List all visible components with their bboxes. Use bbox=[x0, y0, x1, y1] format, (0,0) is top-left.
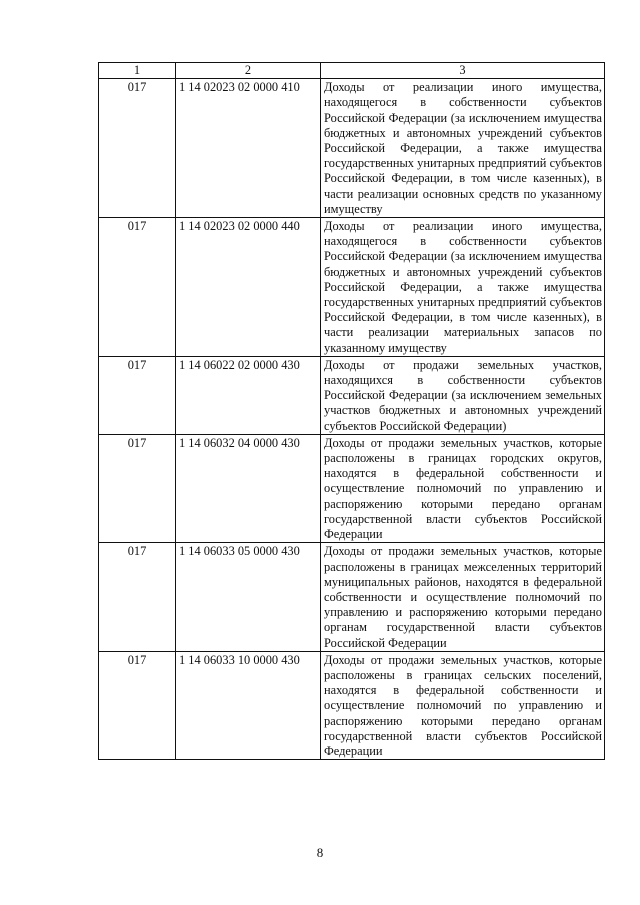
description-cell: Доходы от продажи земельных участков, находящихся в собственности субъектов Российской Федерации (за исключением земельных участков бюджетных и автономных учреждений субъектов Российской Федерации) bbox=[321, 356, 605, 434]
description-cell: Доходы от реализации иного имущества, находящегося в собственности субъектов Российской Федерации (за исключением имущества бюджетных и автономных учреждений субъектов Российской Федерации, а также имущества государственных унитарных предприятий субъектов Российской Федерации, в том числе казенных), в части реализации основных средств по указанному имуществу bbox=[321, 79, 605, 218]
budget-code-cell: 1 14 06022 02 0000 430 bbox=[176, 356, 321, 434]
budget-code-cell: 1 14 02023 02 0000 440 bbox=[176, 218, 321, 357]
admin-code-cell: 017 bbox=[99, 218, 176, 357]
admin-code-cell: 017 bbox=[99, 543, 176, 651]
table-row bbox=[99, 79, 605, 218]
description-cell: Доходы от продажи земельных участков, которые расположены в границах межселенных территорий муниципальных районов, находятся в федеральной собственности и осуществление полномочий по управлению и распоряжению которыми передано органам государственной власти субъектов Российской Федерации bbox=[321, 543, 605, 651]
table-row bbox=[99, 218, 605, 357]
description-cell: Доходы от реализации иного имущества, находящегося в собственности субъектов Российской Федерации (за исключением имущества бюджетных и автономных учреждений субъектов Российской Федерации, а также имущества государственных унитарных предприятий субъектов Российской Федерации, в том числе казенных), в части реализации материальных запасов по указанному имуществу bbox=[321, 218, 605, 357]
description-cell: Доходы от продажи земельных участков, которые расположены в границах сельских поселений, находятся в федеральной собственности и осуществление полномочий по управлению и распоряжению которыми передано органам государственной власти субъектов Российской Федерации bbox=[321, 651, 605, 759]
header-column-1: 1 bbox=[99, 63, 176, 79]
admin-code-cell: 017 bbox=[99, 356, 176, 434]
income-codes-table bbox=[98, 62, 605, 760]
budget-code-cell: 1 14 06032 04 0000 430 bbox=[176, 434, 321, 542]
budget-code-cell: 1 14 06033 05 0000 430 bbox=[176, 543, 321, 651]
table-row bbox=[99, 434, 605, 542]
table-row bbox=[99, 356, 605, 434]
table-row bbox=[99, 651, 605, 759]
admin-code-cell: 017 bbox=[99, 434, 176, 542]
table-header-row bbox=[99, 63, 605, 79]
budget-code-cell: 1 14 06033 10 0000 430 bbox=[176, 651, 321, 759]
page-number: 8 bbox=[316, 845, 324, 860]
table-body bbox=[99, 79, 605, 760]
table-row bbox=[99, 543, 605, 651]
admin-code-cell: 017 bbox=[99, 651, 176, 759]
header-column-3: 3 bbox=[321, 63, 605, 79]
admin-code-cell: 017 bbox=[99, 79, 176, 218]
header-column-2: 2 bbox=[176, 63, 321, 79]
description-cell: Доходы от продажи земельных участков, которые расположены в границах городских округов, находятся в федеральной собственности и осуществление полномочий по управлению и распоряжению которыми передано органам государственной власти субъектов Российской Федерации bbox=[321, 434, 605, 542]
budget-code-cell: 1 14 02023 02 0000 410 bbox=[176, 79, 321, 218]
